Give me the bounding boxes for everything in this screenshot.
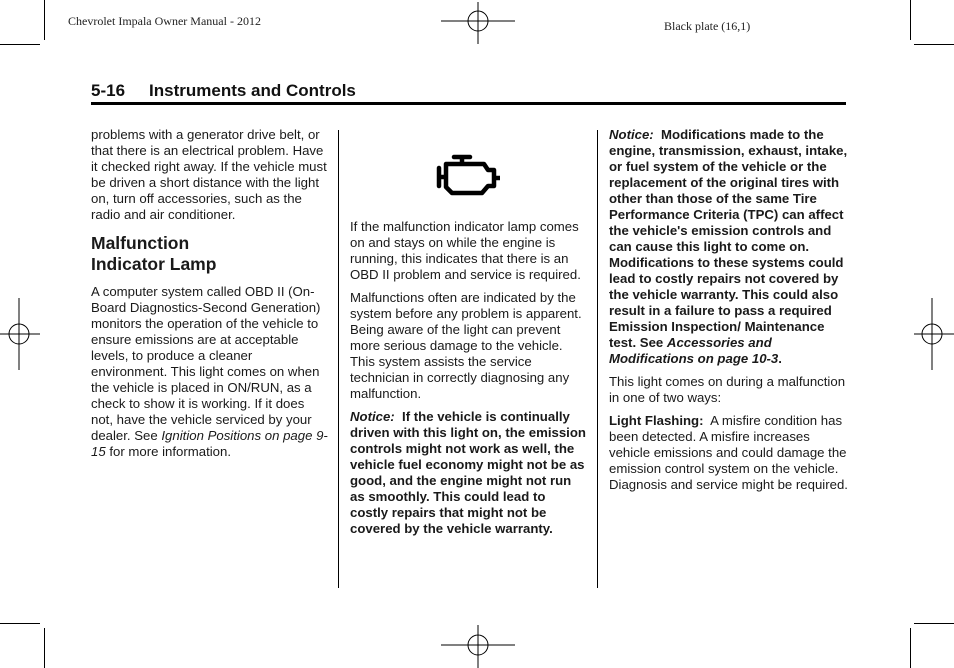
ignition-positions-link[interactable]: Ignition Positions on page 9-15	[91, 428, 328, 459]
notice-text: Modifications made to the engine, transmission, exhaust, intake, or fuel system of the vehicle or the replacement of the original tires with other than those of the same Tire Performance Criteria (TPC) can affect the vehicle's emission controls and can cause this light to come on. Modifications to these systems could lead to costly repairs not covered by the vehicle warranty. This could also result in a failure to pass a required Emission Inspection/ Maintenance test. See	[609, 127, 848, 350]
mil-paragraph-2: Malfunctions often are indicated by the system before any problem is apparent. Being aware of the light can prevent more serious damage to the vehicle. This system assists the service technician in correctly diagnosing any malfunction.	[350, 290, 582, 401]
column-2	[350, 127, 586, 544]
light-flashing-label: Light Flashing:	[609, 413, 704, 428]
notice-paragraph	[350, 409, 586, 537]
notice-text: If the vehicle is continually driven with this light on, the emission controls might not work as well, the vehicle fuel economy might not be as good, and the engine might not run as smoothly. This could lead to costly repairs that might not be covered by the vehicle warranty.	[350, 409, 586, 536]
registration-mark-right	[914, 298, 954, 370]
mil-paragraph-1: If the malfunction indicator lamp comes on and stays on while the engine is running, this indicates that there is an OBD II problem and service is required.	[350, 219, 581, 282]
crop-mark	[910, 0, 911, 40]
plate-label: Black plate (16,1)	[664, 19, 751, 33]
header-rule	[91, 102, 846, 105]
crop-mark	[44, 628, 45, 668]
notice-end: .	[778, 351, 782, 366]
manual-title: Chevrolet Impala Owner Manual - 2012	[68, 14, 261, 28]
obd-text: A computer system called OBD II (On-Board Diagnostics-Second Generation) monitors the operation of the vehicle to ensure emissions are at acceptable levels, to produce a cleaner environment. This light comes on when the vehicle is placed in ON/RUN, as a check to show it is working. If it does not, have the vehicle serviced by your dealer. See	[91, 284, 321, 443]
accessories-link[interactable]: Accessories and Modifications on page 10-3	[609, 335, 779, 366]
light-flashing-text: A misfire condition has been detected. A misfire increases vehicle emissions and could damage the emission control system on the vehicle. Diagnosis and service might be required.	[609, 413, 848, 492]
heading-malfunction-indicator-lamp	[91, 233, 329, 275]
column-divider	[338, 130, 339, 588]
crop-mark	[0, 623, 40, 624]
obd-paragraph	[91, 284, 329, 460]
modifications-notice	[609, 127, 849, 367]
section-header	[91, 81, 356, 101]
crop-mark	[914, 623, 954, 624]
crop-mark	[914, 44, 954, 45]
page-number: 5-16	[91, 81, 126, 100]
registration-mark-top	[441, 2, 515, 44]
heading-line-2: Indicator Lamp	[91, 254, 217, 274]
two-ways-paragraph: This light comes on during a malfunction in one of two ways:	[609, 374, 846, 405]
light-flashing-paragraph	[609, 413, 849, 493]
section-title: Instruments and Controls	[149, 81, 356, 100]
notice-label: Notice:	[350, 409, 395, 424]
heading-line-1: Malfunction	[91, 233, 190, 253]
crop-mark	[44, 0, 45, 40]
check-engine-icon	[350, 127, 586, 219]
obd-text-end: for more information.	[105, 444, 231, 459]
column-divider	[597, 130, 598, 588]
crop-mark	[0, 44, 40, 45]
crop-mark	[910, 628, 911, 668]
notice-label: Notice:	[609, 127, 654, 142]
registration-mark-bottom	[441, 625, 515, 668]
column-3	[609, 127, 849, 500]
intro-paragraph: problems with a generator drive belt, or that there is an electrical problem. Have it checked right away. If the vehicle must be driven a short distance with the light on, turn off accessories, such as the radio and air conditioner.	[91, 127, 327, 222]
column-1	[91, 127, 329, 467]
registration-mark-left	[0, 298, 40, 370]
